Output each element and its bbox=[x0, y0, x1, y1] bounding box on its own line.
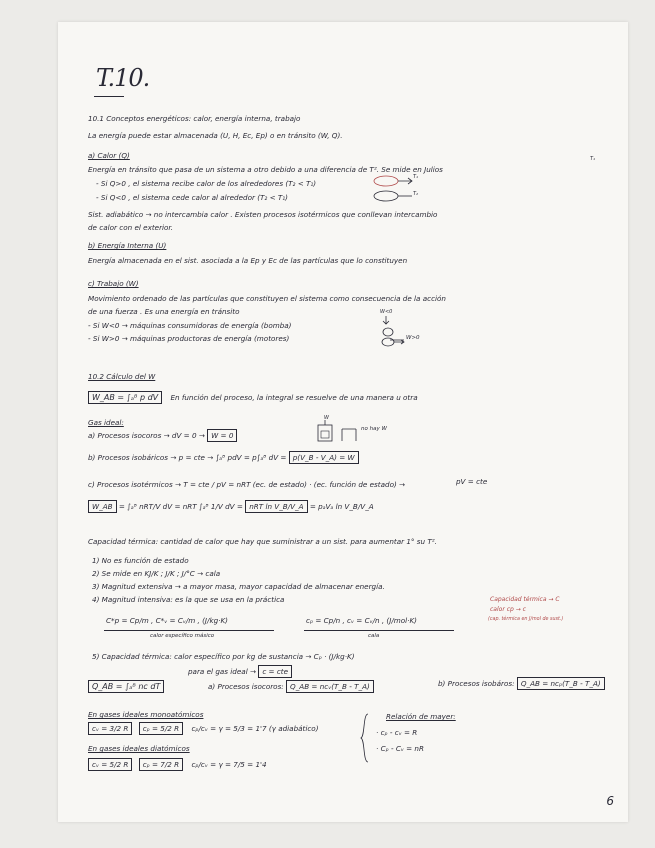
isotermico-formula-row bbox=[88, 502, 374, 511]
specific-heat-mass-caption: calor específico másico bbox=[150, 633, 215, 639]
trabajo-positive: - Si W>0 → máquinas productoras de energía (motores) bbox=[88, 334, 290, 343]
label-t1-top: T₁ bbox=[590, 156, 596, 162]
label-w-lt-0: W<0 bbox=[380, 309, 393, 315]
q-isocoro-label: a) Procesos isocoros: bbox=[208, 682, 284, 691]
q-isocoro-box: Q_AB = ncᵥ(T_B - T_A) bbox=[286, 680, 374, 693]
isotermico-right: pV = cte bbox=[456, 477, 488, 486]
trabajo-definition: Movimiento ordenado de las partículas que constituyen el sistema como consecuencia de la acción bbox=[88, 294, 446, 303]
subheading-calor: a) Calor (Q) bbox=[88, 151, 130, 160]
specific-heat-mass-formula: C*p = Cp/m , C*ᵥ = Cᵥ/m , (J/kg·K) bbox=[106, 616, 228, 625]
formula-underline-2 bbox=[304, 630, 454, 631]
trabajo-definition-2: de una fuerza . Es una energía en tránsito bbox=[88, 307, 240, 316]
monoatomic-label: En gases ideales monoatómicos bbox=[88, 710, 204, 719]
page-title: T.10. bbox=[96, 64, 150, 92]
isocoro-label: a) Procesos isocoros → dV = 0 → bbox=[88, 431, 205, 440]
calor-positive: - Si Q>0 , el sistema recibe calor de los alrededores (T₂ < T₁) bbox=[96, 179, 317, 188]
diatomic-row bbox=[88, 760, 267, 769]
monoatomic-cp-box: cₚ = 5/2 R bbox=[139, 722, 183, 735]
monoatomic-row bbox=[88, 724, 319, 733]
note-capacidad: Capacidad térmica → C bbox=[490, 596, 560, 603]
q-isocoro-row bbox=[208, 682, 374, 691]
capacidad-item-5: 5) Capacidad térmica: calor específico por kg de sustancia → Cₚ · (J/kg·K) bbox=[92, 652, 355, 661]
isobarico-box: p(V_B - V_A) = W bbox=[289, 451, 359, 464]
section-heading-10-1: 10.1 Conceptos energéticos: calor, energía interna, trabajo bbox=[88, 114, 301, 123]
q-isobaro-row bbox=[438, 679, 605, 688]
isobarico-label: b) Procesos isobáricos → p = cte → ∫ₐᴮ pdV = p∫ₐᴮ dV = bbox=[88, 453, 287, 462]
isocoro-box: W = 0 bbox=[207, 429, 237, 442]
heat-integral-box: Q_AB = ∫ₐᴮ nc dT bbox=[88, 680, 164, 693]
note-cap-mol: (cap. térmica en J/mol de sust.) bbox=[488, 617, 564, 622]
capacidad-heading: Capacidad térmica: cantidad de calor que hay que suministrar a un sist. para aumentar 1° su T². bbox=[88, 537, 437, 546]
calor-definition: Energía en tránsito que pasa de un sistema a otro debido a una diferencia de T². Se mide en Julios bbox=[88, 165, 443, 174]
capacidad-item-1: 1) No es función de estado bbox=[92, 556, 189, 565]
energia-interna-definition: Energía almacenada en el sist. asociada a la Ep y Ec de las partículas que lo constituyen bbox=[88, 256, 408, 265]
monoatomic-gamma: cₚ/cᵥ = γ = 5/3 = 1'7 (γ adiabático) bbox=[191, 724, 319, 733]
isotermico-ln-box: nRT ln V_B/V_A bbox=[245, 500, 307, 513]
heat-flow-sketch-icon bbox=[368, 172, 428, 204]
mayer-relation-1: · cₚ - cᵥ = R bbox=[376, 728, 418, 737]
bracket-brace-icon bbox=[360, 712, 370, 764]
mayer-title: Relación de mayer: bbox=[386, 712, 456, 721]
work-integral-box: W_AB = ∫ₐᴮ p dV bbox=[88, 391, 162, 404]
trabajo-negative: - Si W<0 → máquinas consumidoras de energía (bomba) bbox=[88, 321, 292, 330]
mayer-relation-2: · Cₚ - Cᵥ = nR bbox=[376, 744, 424, 753]
isotermico-label: c) Procesos isotérmicos → T = cte / pV = nRT (ec. de estado) · (ec. función de estado) → bbox=[88, 480, 406, 489]
q-isobaro-label: b) Procesos isobáros: bbox=[438, 679, 515, 688]
diatomic-gamma: cₚ/cᵥ = γ = 7/5 = 1'4 bbox=[191, 760, 267, 769]
work-sketch-icon bbox=[380, 314, 430, 348]
label-t2: T₂ bbox=[413, 191, 419, 197]
formula-underline-1 bbox=[104, 630, 274, 631]
no-hay-w-note: no hay W bbox=[361, 426, 387, 432]
work-formula-row bbox=[88, 393, 418, 402]
adiabatic-line-2: de calor con el exterior. bbox=[88, 223, 173, 232]
diatomic-label: En gases ideales diatómicos bbox=[88, 744, 190, 753]
note-calor: calor cp → c bbox=[490, 606, 526, 613]
capacidad-item-4: 4) Magnitud intensiva: es la que se usa en la práctica bbox=[92, 595, 285, 604]
isocoro-row bbox=[88, 431, 237, 440]
gas-ideal-label: Gas ideal: bbox=[88, 418, 124, 427]
subheading-energia-interna: b) Energía Interna (U) bbox=[88, 241, 167, 250]
label-w-sketch: W bbox=[324, 415, 329, 421]
calor-negative: - Si Q<0 , el sistema cede calor al alrededor (T₂ < T₁) bbox=[96, 193, 288, 202]
isotermico-formula-mid: = ∫ₐᴮ nRT/V dV = nRT ∫ₐᴮ 1/V dV = bbox=[118, 502, 243, 511]
gas-ideal-c-label: para el gas ideal → bbox=[188, 667, 257, 676]
isotermico-formula-end: = pₐVₐ ln V_B/V_A bbox=[309, 502, 374, 511]
subheading-trabajo: c) Trabajo (W) bbox=[88, 279, 139, 288]
title-underline bbox=[94, 96, 124, 97]
intro-line: La energía puede estar almacenada (U, H, Ec, Ep) o en tránsito (W, Q). bbox=[88, 131, 343, 140]
specific-heat-molar-formula: cₚ = Cp/n , cᵥ = Cᵥ/n , (J/mol·K) bbox=[306, 616, 417, 625]
diatomic-cv-box: cᵥ = 5/2 R bbox=[88, 758, 132, 771]
isobarico-row bbox=[88, 453, 359, 462]
heat-integral-row bbox=[88, 682, 164, 691]
diatomic-cp-box: cₚ = 7/2 R bbox=[139, 758, 183, 771]
capacidad-item-3: 3) Magnitud extensiva → a mayor masa, mayor capacidad de almacenar energía. bbox=[92, 582, 385, 591]
capacidad-item-2: 2) Se mide en KJ/K ; J/K ; J/°C → cala bbox=[92, 569, 221, 578]
q-isobaro-box: Q_AB = ncₚ(T_B - T_A) bbox=[517, 677, 605, 690]
label-t1: T₁ bbox=[413, 174, 419, 180]
isotermico-w-box: W_AB bbox=[88, 500, 117, 513]
monoatomic-cv-box: cᵥ = 3/2 R bbox=[88, 722, 132, 735]
label-w-gt-0: W>0 bbox=[406, 335, 420, 341]
section-heading-10-2: 10.2 Cálculo del W bbox=[88, 372, 156, 381]
page-number: 6 bbox=[606, 794, 614, 808]
specific-heat-molar-caption: cala bbox=[368, 633, 380, 639]
adiabatic-line: Sist. adiabático → no intercambia calor . Existen procesos isotérmicos que conllevan intercambio bbox=[88, 210, 438, 219]
gas-ideal-c-box: c = cte bbox=[258, 665, 292, 678]
notebook-page bbox=[58, 22, 628, 822]
work-integral-text: En función del proceso, la integral se resuelve de una manera u otra bbox=[170, 393, 418, 402]
gas-ideal-c-row bbox=[188, 667, 292, 676]
